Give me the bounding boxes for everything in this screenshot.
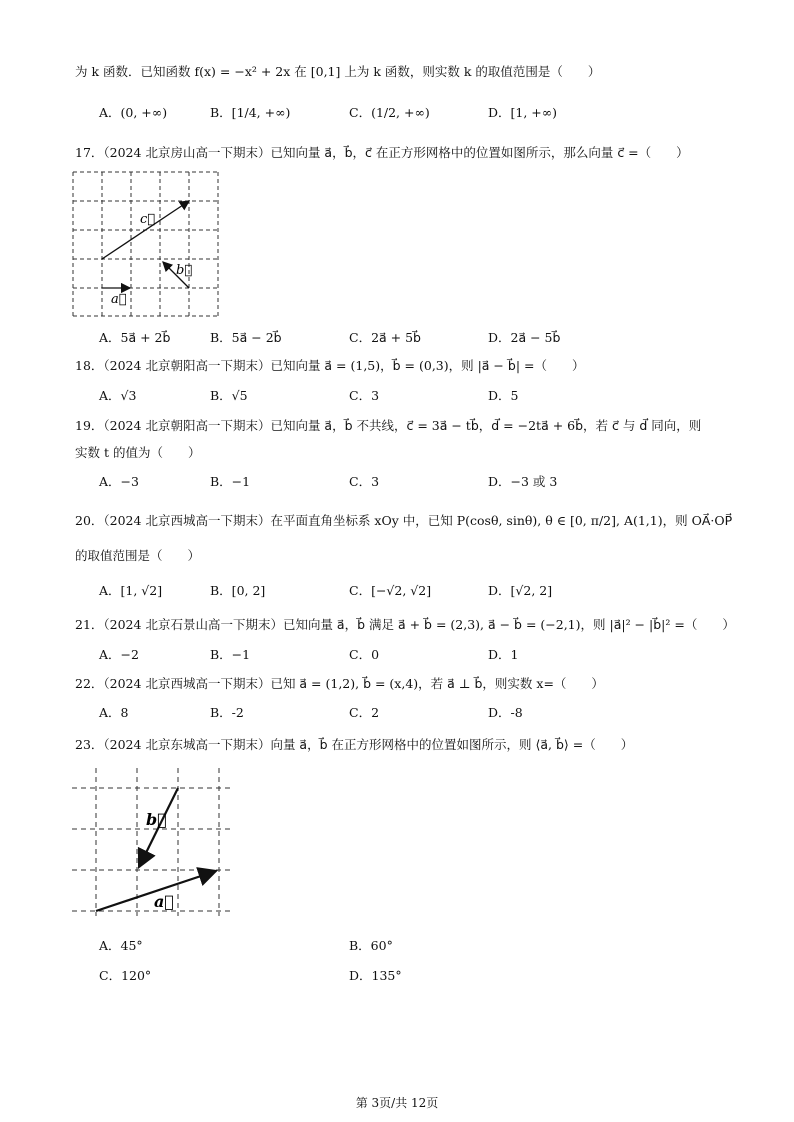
q21-number: 21． xyxy=(75,617,104,632)
q19-stem-line2: 实数 t 的值为（ ） xyxy=(75,445,201,460)
q20-stem xyxy=(75,513,732,529)
q18-option-d: D．5 xyxy=(488,388,519,403)
q22-option-d: D．-8 xyxy=(488,705,523,720)
q20-option-d: D．[√2, 2] xyxy=(488,583,553,598)
q19-stem xyxy=(75,418,701,434)
q21-option-d: D．1 xyxy=(488,647,519,662)
q18-number: 18． xyxy=(75,358,104,373)
q21-option-c: C．0 xyxy=(349,647,380,662)
q23-grid-figure xyxy=(70,766,236,918)
q20-stem-line2: 的取值范围是（ ） xyxy=(75,548,201,563)
q21-option-a: A．−2 xyxy=(99,647,139,662)
q23-label-a: a⃗ xyxy=(154,892,174,911)
q17-option-d: D．2a⃗ − 5b⃗ xyxy=(488,330,561,345)
q20-number: 20． xyxy=(75,513,104,528)
q17-option-a: A．5a⃗ + 2b⃗ xyxy=(99,330,171,345)
q19-number: 19． xyxy=(75,418,104,433)
q17-label-c: c⃗ xyxy=(140,212,156,227)
q23-grid-lines xyxy=(72,768,234,916)
q23-stem xyxy=(75,737,633,753)
q21-option-b: B．−1 xyxy=(210,647,251,662)
q17-label-a: a⃗ xyxy=(111,292,127,307)
q17-option-b: B．5a⃗ − 2b⃗ xyxy=(210,330,282,345)
q20-text: （2024 北京西城高一下期末）在平面直角坐标系 xOy 中，已知 P(cosθ, sinθ), θ ∈ [0, π/2], A(1,1)，则 OA⃗·OP⃗ xyxy=(103,513,733,528)
q18-option-c: C．3 xyxy=(349,388,380,403)
q19-option-a: A．−3 xyxy=(99,474,139,489)
q22-number: 22． xyxy=(75,676,104,691)
q21-text: （2024 北京石景山高一下期末）已知向量 a⃗，b⃗ 满足 a⃗ + b⃗ = (2,3), a⃗ − b⃗ = (−2,1)，则 |a⃗|² − |b⃗|² =（ ） xyxy=(103,617,735,632)
page-footer: 第 3页/共 12页 xyxy=(355,1096,439,1110)
q16-option-a: A．(0, +∞) xyxy=(99,105,168,120)
q17-stem xyxy=(75,145,689,161)
q17-text: （2024 北京房山高一下期末）已知向量 a⃗，b⃗，c⃗ 在正方形网格中的位置如图所示，那么向量 c⃗ =（ ） xyxy=(103,145,689,160)
q23-option-d: D．135° xyxy=(349,968,402,983)
q21-stem xyxy=(75,617,735,633)
q18-option-b: B．√5 xyxy=(210,388,248,403)
q20-option-b: B．[0, 2] xyxy=(210,583,266,598)
q16-stem-continuation: 为 k 函数．已知函数 f(x) = −x² + 2x 在 [0,1] 上为 k 函数，则实数 k 的取值范围是（ ） xyxy=(75,64,601,79)
q17-number: 17． xyxy=(75,145,104,160)
q19-option-d: D．−3 或 3 xyxy=(488,474,558,489)
q18-option-a: A．√3 xyxy=(99,388,137,403)
q23-option-b: B．60° xyxy=(349,938,393,953)
q19-text: （2024 北京朝阳高一下期末）已知向量 a⃗，b⃗ 不共线，c⃗ = 3a⃗ − tb⃗，d⃗ = −2ta⃗ + 6b⃗，若 c⃗ 与 d⃗ 同向，则 xyxy=(103,418,702,433)
q16-option-d: D．[1, +∞) xyxy=(488,105,558,120)
q16-option-c: C．(1/2, +∞) xyxy=(349,105,430,120)
q22-option-c: C．2 xyxy=(349,705,380,720)
q17-option-c: C．2a⃗ + 5b⃗ xyxy=(349,330,421,345)
q18-stem xyxy=(75,358,584,374)
q19-option-b: B．−1 xyxy=(210,474,251,489)
q23-option-c: C．120° xyxy=(99,968,152,983)
q22-option-b: B．-2 xyxy=(210,705,244,720)
q20-option-c: C．[−√2, √2] xyxy=(349,583,432,598)
q17-grid-lines xyxy=(73,172,218,316)
q22-option-a: A．8 xyxy=(99,705,129,720)
q22-stem xyxy=(75,676,604,692)
q19-option-c: C．3 xyxy=(349,474,380,489)
q23-option-a: A．45° xyxy=(99,938,143,953)
q23-text: （2024 北京东城高一下期末）向量 a⃗，b⃗ 在正方形网格中的位置如图所示，则 ⟨a⃗, b⃗⟩ =（ ） xyxy=(103,737,634,752)
q20-option-a: A．[1, √2] xyxy=(99,583,163,598)
q17-label-b: b⃗ xyxy=(176,263,193,278)
q17-grid-figure xyxy=(72,170,224,318)
q23-number: 23． xyxy=(75,737,104,752)
q16-option-b: B．[1/4, +∞) xyxy=(210,105,291,120)
q22-text: （2024 北京西城高一下期末）已知 a⃗ = (1,2), b⃗ = (x,4)，若 a⃗ ⊥ b⃗，则实数 x=（ ） xyxy=(103,676,604,691)
q18-text: （2024 北京朝阳高一下期末）已知向量 a⃗ = (1,5)，b⃗ = (0,3)，则 |a⃗ − b⃗| =（ ） xyxy=(103,358,585,373)
q23-label-b: b⃗ xyxy=(146,810,167,829)
